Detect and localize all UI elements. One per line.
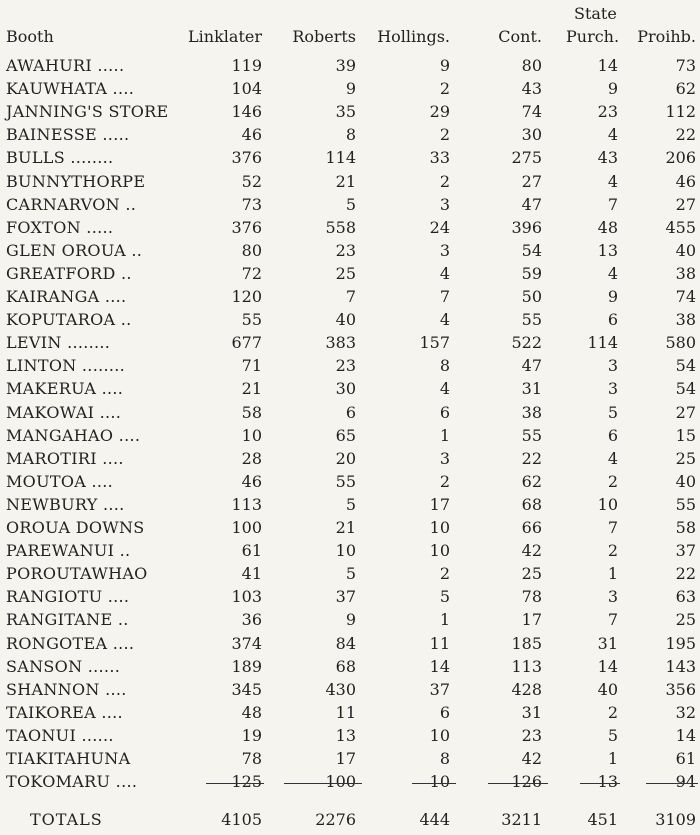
- row-booth: JANNING'S STORE: [6, 102, 169, 122]
- row-cont: 50: [521, 287, 542, 306]
- row-linklater: 113: [231, 494, 262, 514]
- row-hollings: 4: [439, 379, 450, 399]
- table-row: [0, 310, 700, 330]
- row-booth: RANGIOTU ....: [6, 587, 130, 607]
- row-prohib: 40: [675, 240, 696, 260]
- row-prohib: 38: [675, 263, 696, 283]
- row-cont: 23: [521, 725, 542, 745]
- row-booth: OROUA DOWNS: [6, 518, 145, 537]
- row-state-purch: 4: [607, 263, 618, 283]
- row-state-purch: 3: [607, 356, 618, 376]
- row-state-purch: 31: [597, 633, 618, 653]
- row-linklater: 58: [241, 402, 262, 422]
- row-prohib: 356: [665, 679, 696, 699]
- row-linklater: 71: [241, 356, 262, 376]
- row-cont: 522: [511, 333, 542, 353]
- row-cont: 185: [511, 633, 542, 653]
- row-booth: SHANNON ....: [6, 679, 127, 699]
- row-roberts: 37: [335, 587, 356, 607]
- row-state-purch: 7: [607, 610, 618, 630]
- row-prohib: 25: [675, 610, 696, 630]
- row-hollings: 11: [429, 633, 450, 653]
- row-state-purch: 1: [607, 564, 618, 584]
- row-booth: BULLS ........: [6, 148, 114, 168]
- row-prohib: 22: [675, 125, 696, 145]
- row-booth: RONGOTEA ....: [6, 633, 135, 653]
- row-hollings: 6: [439, 402, 450, 422]
- row-cont: 68: [521, 494, 542, 514]
- row-roberts: 10: [335, 541, 356, 561]
- row-cont: 25: [521, 564, 542, 584]
- row-prohib: 32: [675, 702, 696, 722]
- row-hollings: 1: [439, 610, 450, 630]
- row-cont: 31: [521, 702, 542, 722]
- row-state-purch: 4: [607, 125, 618, 145]
- row-hollings: 33: [429, 148, 450, 168]
- row-linklater: 21: [241, 379, 262, 399]
- rule-hollings: [412, 783, 456, 784]
- row-hollings: 7: [439, 287, 450, 306]
- totals-label: TOTALS: [30, 810, 103, 829]
- row-cont: 31: [521, 379, 542, 399]
- row-state-purch: 6: [607, 425, 618, 445]
- totals-prohib: 3109: [655, 810, 696, 829]
- row-cont: 47: [521, 356, 542, 376]
- row-prohib: 54: [675, 379, 696, 399]
- row-roberts: 5: [345, 494, 356, 514]
- row-linklater: 125: [231, 772, 262, 792]
- row-roberts: 35: [335, 102, 356, 122]
- row-cont: 396: [511, 217, 542, 237]
- row-roberts: 558: [325, 217, 356, 237]
- row-state-purch: 4: [607, 171, 618, 191]
- row-booth: POROUTAWHAO: [6, 564, 148, 584]
- row-hollings: 8: [439, 356, 450, 376]
- row-booth: TOKOMARU ....: [6, 772, 138, 792]
- row-hollings: 2: [439, 79, 450, 99]
- row-state-purch: 5: [607, 725, 618, 745]
- row-prohib: 38: [675, 310, 696, 330]
- row-linklater: 41: [241, 564, 262, 584]
- rule-linklater: [206, 783, 264, 784]
- table-row: [0, 657, 700, 677]
- row-cont: 54: [521, 240, 542, 260]
- row-roberts: 100: [325, 772, 356, 792]
- row-booth: CARNARVON ..: [6, 194, 137, 214]
- header-linklater: Linklater: [188, 27, 262, 46]
- table-row: [0, 148, 700, 168]
- row-roberts: 68: [335, 656, 356, 676]
- row-state-purch: 9: [607, 287, 618, 306]
- row-roberts: 430: [325, 679, 356, 699]
- table-row: [0, 564, 700, 584]
- row-roberts: 84: [335, 633, 356, 653]
- row-cont: 55: [521, 425, 542, 445]
- table-row: [0, 541, 700, 561]
- row-cont: 47: [521, 194, 542, 214]
- row-booth: GREATFORD ..: [6, 263, 132, 283]
- header-cont: Cont.: [498, 27, 542, 46]
- totals-roberts: 2276: [315, 810, 356, 829]
- header-prohib: Proihb.: [637, 27, 696, 46]
- row-state-purch: 9: [607, 79, 618, 99]
- header-hollings: Hollings.: [377, 27, 450, 46]
- row-linklater: 52: [241, 171, 262, 191]
- header-roberts: Roberts: [292, 27, 356, 46]
- row-state-purch: 10: [597, 494, 618, 514]
- row-linklater: 376: [231, 148, 262, 168]
- row-state-purch: 40: [597, 679, 618, 699]
- row-hollings: 10: [429, 541, 450, 561]
- row-roberts: 39: [335, 56, 356, 75]
- row-state-purch: 2: [607, 702, 618, 722]
- row-hollings: 24: [429, 217, 450, 237]
- row-roberts: 23: [335, 356, 356, 376]
- table-row: [0, 495, 700, 515]
- row-state-purch: 13: [597, 772, 618, 792]
- row-roberts: 383: [325, 333, 356, 353]
- row-cont: 80: [521, 56, 542, 75]
- row-roberts: 55: [335, 471, 356, 491]
- row-roberts: 65: [335, 425, 356, 445]
- row-state-purch: 1: [607, 749, 618, 768]
- row-prohib: 40: [675, 471, 696, 491]
- row-roberts: 114: [325, 148, 356, 168]
- row-booth: SANSON ......: [6, 656, 121, 676]
- row-booth: KOPUTAROA ..: [6, 310, 132, 330]
- table-row: [0, 56, 700, 76]
- row-linklater: 80: [241, 240, 262, 260]
- row-hollings: 10: [429, 518, 450, 537]
- row-state-purch: 14: [597, 56, 618, 75]
- row-hollings: 1: [439, 425, 450, 445]
- row-state-purch: 4: [607, 448, 618, 468]
- row-cont: 59: [521, 263, 542, 283]
- row-hollings: 157: [419, 333, 450, 353]
- row-roberts: 21: [335, 171, 356, 191]
- row-linklater: 120: [231, 287, 262, 306]
- rule-roberts: [284, 783, 362, 784]
- table-row: [0, 680, 700, 700]
- header-state-bottom: Purch.: [566, 27, 620, 46]
- row-hollings: 8: [439, 749, 450, 768]
- row-booth: RANGITANE ..: [6, 610, 129, 630]
- row-linklater: 55: [241, 310, 262, 330]
- row-hollings: 3: [439, 448, 450, 468]
- row-prohib: 22: [675, 564, 696, 584]
- row-prohib: 46: [675, 171, 696, 191]
- row-roberts: 23: [335, 240, 356, 260]
- table-row: [0, 172, 700, 192]
- row-linklater: 374: [231, 633, 262, 653]
- row-hollings: 10: [429, 772, 450, 792]
- row-cont: 42: [521, 541, 542, 561]
- row-state-purch: 7: [607, 518, 618, 537]
- row-booth: MOUTOA ....: [6, 471, 114, 491]
- table-row: [0, 125, 700, 145]
- row-prohib: 25: [675, 448, 696, 468]
- row-roberts: 7: [345, 287, 356, 306]
- row-hollings: 37: [429, 679, 450, 699]
- row-booth: MAROTIRI ....: [6, 448, 124, 468]
- row-booth: NEWBURY ....: [6, 494, 125, 514]
- row-linklater: 28: [241, 448, 262, 468]
- row-booth: MANGAHAO ....: [6, 425, 141, 445]
- row-prohib: 15: [675, 425, 696, 445]
- row-booth: TIAKITAHUNA: [6, 749, 131, 768]
- row-state-purch: 5: [607, 402, 618, 422]
- totals-rule: [0, 783, 700, 787]
- row-roberts: 6: [345, 402, 356, 422]
- row-linklater: 146: [231, 102, 262, 122]
- row-roberts: 21: [335, 518, 356, 537]
- table-row: [0, 449, 700, 469]
- row-roberts: 20: [335, 448, 356, 468]
- row-cont: 38: [521, 402, 542, 422]
- row-cont: 22: [521, 448, 542, 468]
- row-hollings: 6: [439, 702, 450, 722]
- table-row: [0, 587, 700, 607]
- row-linklater: 677: [231, 333, 262, 353]
- row-state-purch: 48: [597, 217, 618, 237]
- row-linklater: 345: [231, 679, 262, 699]
- table-header: [0, 0, 700, 50]
- totals-cont: 3211: [501, 810, 542, 829]
- row-cont: 27: [521, 171, 542, 191]
- row-booth: PAREWANUI ..: [6, 541, 131, 561]
- row-hollings: 2: [439, 125, 450, 145]
- row-booth: MAKERUA ....: [6, 379, 124, 399]
- row-booth: FOXTON .....: [6, 217, 114, 237]
- table-row: [0, 102, 700, 122]
- table-row: [0, 749, 700, 769]
- row-linklater: 100: [231, 518, 262, 537]
- row-booth: BUNNYTHORPE: [6, 171, 146, 191]
- row-booth: TAONUI ......: [6, 725, 114, 745]
- table-row: [0, 726, 700, 746]
- row-booth: LINTON ........: [6, 356, 126, 376]
- row-booth: AWAHURI .....: [6, 56, 125, 75]
- row-linklater: 78: [241, 749, 262, 768]
- row-prohib: 55: [675, 494, 696, 514]
- row-state-purch: 13: [597, 240, 618, 260]
- row-hollings: 29: [429, 102, 450, 122]
- table-row: [0, 287, 700, 307]
- table-row: [0, 634, 700, 654]
- row-cont: 78: [521, 587, 542, 607]
- totals-row: [0, 810, 700, 830]
- table-row: [0, 241, 700, 261]
- row-prohib: 580: [665, 333, 696, 353]
- row-hollings: 2: [439, 564, 450, 584]
- row-prohib: 58: [675, 518, 696, 537]
- row-prohib: 143: [665, 656, 696, 676]
- row-hollings: 2: [439, 171, 450, 191]
- row-roberts: 30: [335, 379, 356, 399]
- header-booth: Booth: [6, 27, 54, 46]
- row-cont: 74: [521, 102, 542, 122]
- row-cont: 113: [511, 656, 542, 676]
- row-linklater: 48: [241, 702, 262, 722]
- row-state-purch: 2: [607, 541, 618, 561]
- row-state-purch: 43: [597, 148, 618, 168]
- row-linklater: 36: [241, 610, 262, 630]
- row-hollings: 4: [439, 310, 450, 330]
- row-booth: LEVIN ........: [6, 333, 111, 353]
- row-booth: GLEN OROUA ..: [6, 240, 143, 260]
- row-roberts: 40: [335, 310, 356, 330]
- table-row: [0, 610, 700, 630]
- row-prohib: 27: [675, 402, 696, 422]
- totals-linklater: 4105: [221, 810, 262, 829]
- table-row: [0, 518, 700, 538]
- row-hollings: 3: [439, 240, 450, 260]
- row-linklater: 104: [231, 79, 262, 99]
- table-row: [0, 195, 700, 215]
- row-prohib: 195: [665, 633, 696, 653]
- row-hollings: 17: [429, 494, 450, 514]
- row-cont: 126: [511, 772, 542, 792]
- row-roberts: 5: [345, 564, 356, 584]
- row-cont: 62: [521, 471, 542, 491]
- row-hollings: 2: [439, 471, 450, 491]
- row-hollings: 10: [429, 725, 450, 745]
- row-cont: 66: [521, 518, 542, 537]
- row-cont: 43: [521, 79, 542, 99]
- row-prohib: 62: [675, 79, 696, 99]
- rule-cont: [488, 783, 548, 784]
- row-prohib: 14: [675, 725, 696, 745]
- row-roberts: 25: [335, 263, 356, 283]
- row-state-purch: 114: [587, 333, 618, 353]
- row-booth: BAINESSE .....: [6, 125, 130, 145]
- row-prohib: 27: [675, 194, 696, 214]
- totals-hollings: 444: [419, 810, 450, 829]
- row-state-purch: 7: [607, 194, 618, 214]
- row-hollings: 14: [429, 656, 450, 676]
- row-linklater: 103: [231, 587, 262, 607]
- row-cont: 42: [521, 749, 542, 768]
- table-row: [0, 333, 700, 353]
- header-state-top: State: [574, 4, 617, 23]
- row-linklater: 72: [241, 263, 262, 283]
- row-cont: 17: [521, 610, 542, 630]
- row-cont: 275: [511, 148, 542, 168]
- row-state-purch: 6: [607, 310, 618, 330]
- row-cont: 428: [511, 679, 542, 699]
- row-prohib: 455: [665, 217, 696, 237]
- row-linklater: 19: [241, 725, 262, 745]
- row-linklater: 61: [241, 541, 262, 561]
- row-prohib: 37: [675, 541, 696, 561]
- row-state-purch: 3: [607, 379, 618, 399]
- row-linklater: 376: [231, 217, 262, 237]
- table-row: [0, 426, 700, 446]
- table-row: [0, 379, 700, 399]
- row-linklater: 46: [241, 125, 262, 145]
- row-prohib: 61: [675, 749, 696, 768]
- row-hollings: 4: [439, 263, 450, 283]
- row-prohib: 74: [675, 287, 696, 306]
- row-prohib: 63: [675, 587, 696, 607]
- rule-prohib: [646, 783, 698, 784]
- totals-state: 451: [587, 810, 618, 829]
- row-booth: TAIKOREA ....: [6, 702, 123, 722]
- row-linklater: 10: [241, 425, 262, 445]
- row-prohib: 54: [675, 356, 696, 376]
- row-roberts: 8: [345, 125, 356, 145]
- row-state-purch: 2: [607, 471, 618, 491]
- row-roberts: 11: [335, 702, 356, 722]
- row-roberts: 17: [335, 749, 356, 768]
- row-hollings: 5: [439, 587, 450, 607]
- row-roberts: 9: [345, 79, 356, 99]
- row-prohib: 112: [665, 102, 696, 122]
- row-linklater: 189: [231, 656, 262, 676]
- row-roberts: 13: [335, 725, 356, 745]
- row-linklater: 46: [241, 471, 262, 491]
- table-row: [0, 264, 700, 284]
- table-row: [0, 472, 700, 492]
- row-state-purch: 3: [607, 587, 618, 607]
- table-row: [0, 356, 700, 376]
- row-prohib: 94: [675, 772, 696, 792]
- row-booth: KAIRANGA ....: [6, 287, 127, 306]
- table-row: [0, 403, 700, 423]
- row-state-purch: 14: [597, 656, 618, 676]
- row-prohib: 206: [665, 148, 696, 168]
- table-row: [0, 218, 700, 238]
- rule-state: [580, 783, 620, 784]
- row-hollings: 9: [439, 56, 450, 75]
- row-linklater: 73: [241, 194, 262, 214]
- row-cont: 55: [521, 310, 542, 330]
- row-hollings: 3: [439, 194, 450, 214]
- row-roberts: 9: [345, 610, 356, 630]
- row-roberts: 5: [345, 194, 356, 214]
- table-row: [0, 703, 700, 723]
- table-row: [0, 79, 700, 99]
- row-linklater: 119: [231, 56, 262, 75]
- row-booth: KAUWHATA ....: [6, 79, 135, 99]
- row-booth: MAKOWAI ....: [6, 402, 122, 422]
- row-state-purch: 23: [597, 102, 618, 122]
- row-prohib: 73: [675, 56, 696, 75]
- row-cont: 30: [521, 125, 542, 145]
